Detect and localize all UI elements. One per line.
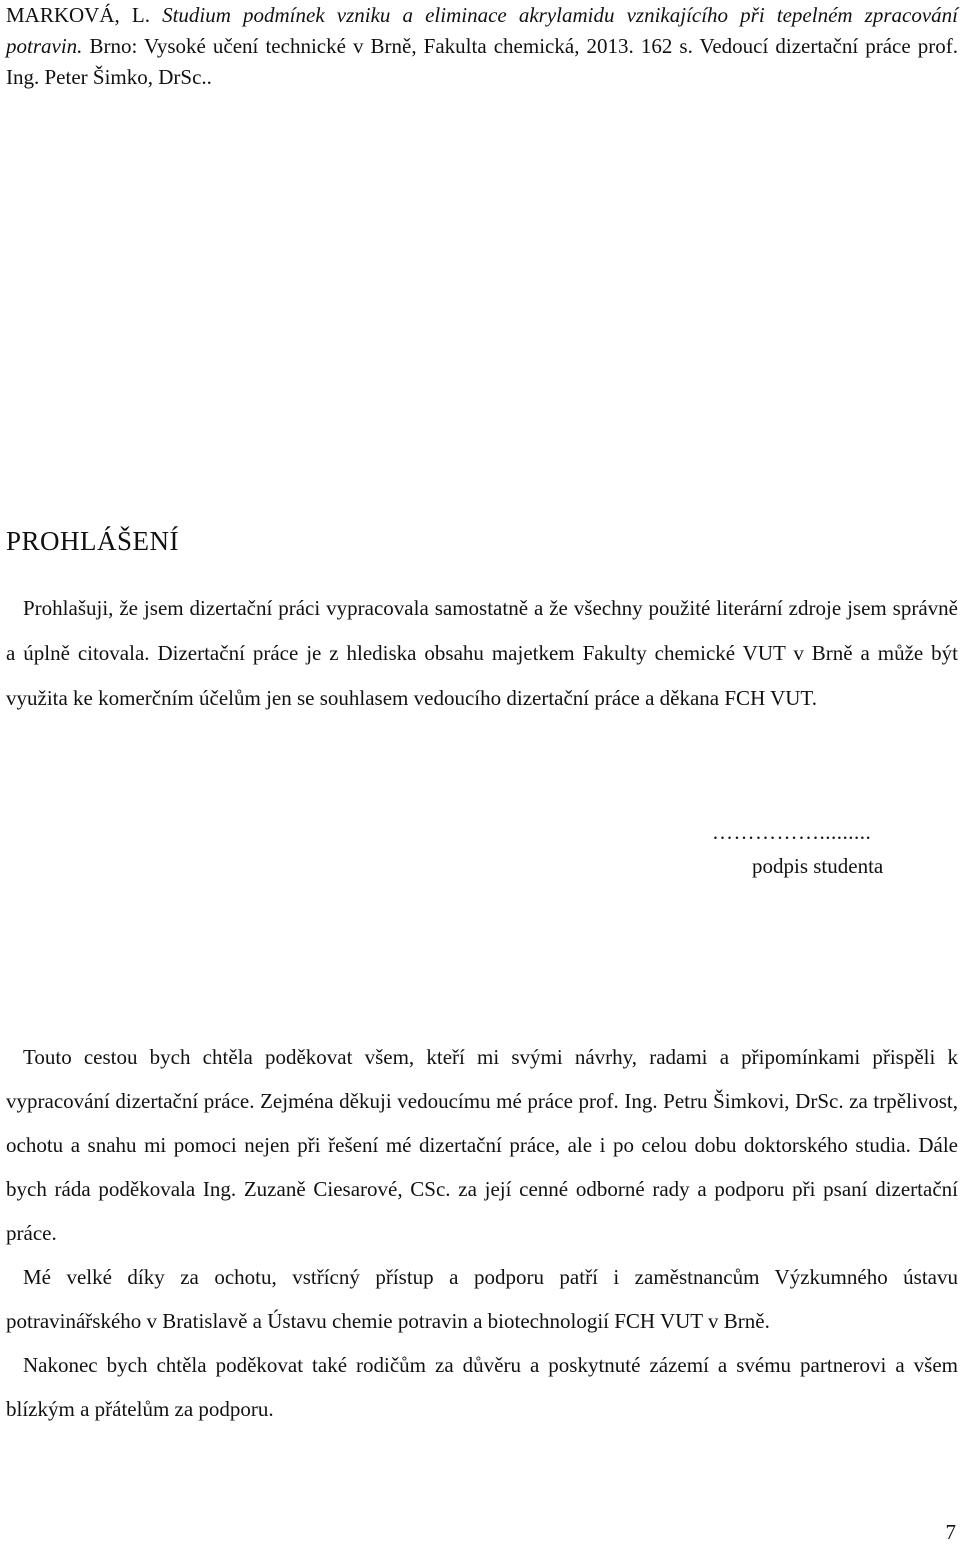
acknowledgements-paragraph: Nakonec bych chtěla poděkovat také rodičům za důvěru a poskytnuté zázemí a svému partnerovi a všem blízkým a přátelům za podporu.: [6, 1353, 958, 1421]
declaration-text: Prohlašuji, že jsem dizertační práci vypracovala samostatně a že všechny použité literární zdroje jsem správně a úplně citovala. Dizertační práce je z hlediska obsahu majetkem Fakulty chemické VUT v Brně a může být využita ke komerčním účelům jen se souhlasem vedoucího dizertační práce a děkana FCH VUT.: [6, 596, 958, 710]
signature-label: podpis studenta: [752, 854, 884, 878]
page-number: 7: [945, 1520, 956, 1544]
acknowledgements-section: [6, 1035, 958, 1431]
acknowledgements-paragraph: Mé velké díky za ochotu, vstřícný přístup a podporu patří i zaměstnancům Výzkumného ústavu potravinářského v Bratislavě a Ústavu chemie potravin a biotechnologií FCH VUT v Brně.: [6, 1265, 958, 1333]
signature-line: …………….........: [712, 820, 872, 844]
signature-block: [712, 815, 912, 883]
citation-publication: Brno: Vysoké učení technické v Brně, Fakulta chemická, 2013. 162 s.: [89, 34, 693, 58]
citation-supervisor: Vedoucí dizertační práce prof. Ing. Peter Šimko, DrSc..: [6, 34, 959, 89]
declaration-heading: PROHLÁŠENÍ: [6, 526, 180, 556]
citation-title: Studium podmínek vzniku a eliminace akrylamidu vznikajícího při tepelném zpracování potravin.: [6, 3, 958, 58]
acknowledgements-paragraph: Touto cestou bych chtěla poděkovat všem, kteří mi svými návrhy, radami a připomínkami přispěli k vypracování dizertační práce. Zejména děkuji vedoucímu mé práce prof. Ing. Petru Šimkovi, DrSc. za trpělivost, ochotu a snahu mi pomoci nejen při řešení mé dizertační práce, ale i po celou dobu doktorského studia. Dále bych ráda poděkovala Ing. Zuzaně Ciesarové, CSc. za její cenné odborné rady a podporu při psaní dizertační práce.: [6, 1045, 958, 1245]
citation-authors: MARKOVÁ, L.: [6, 3, 150, 27]
bibliographic-citation: [6, 0, 958, 93]
